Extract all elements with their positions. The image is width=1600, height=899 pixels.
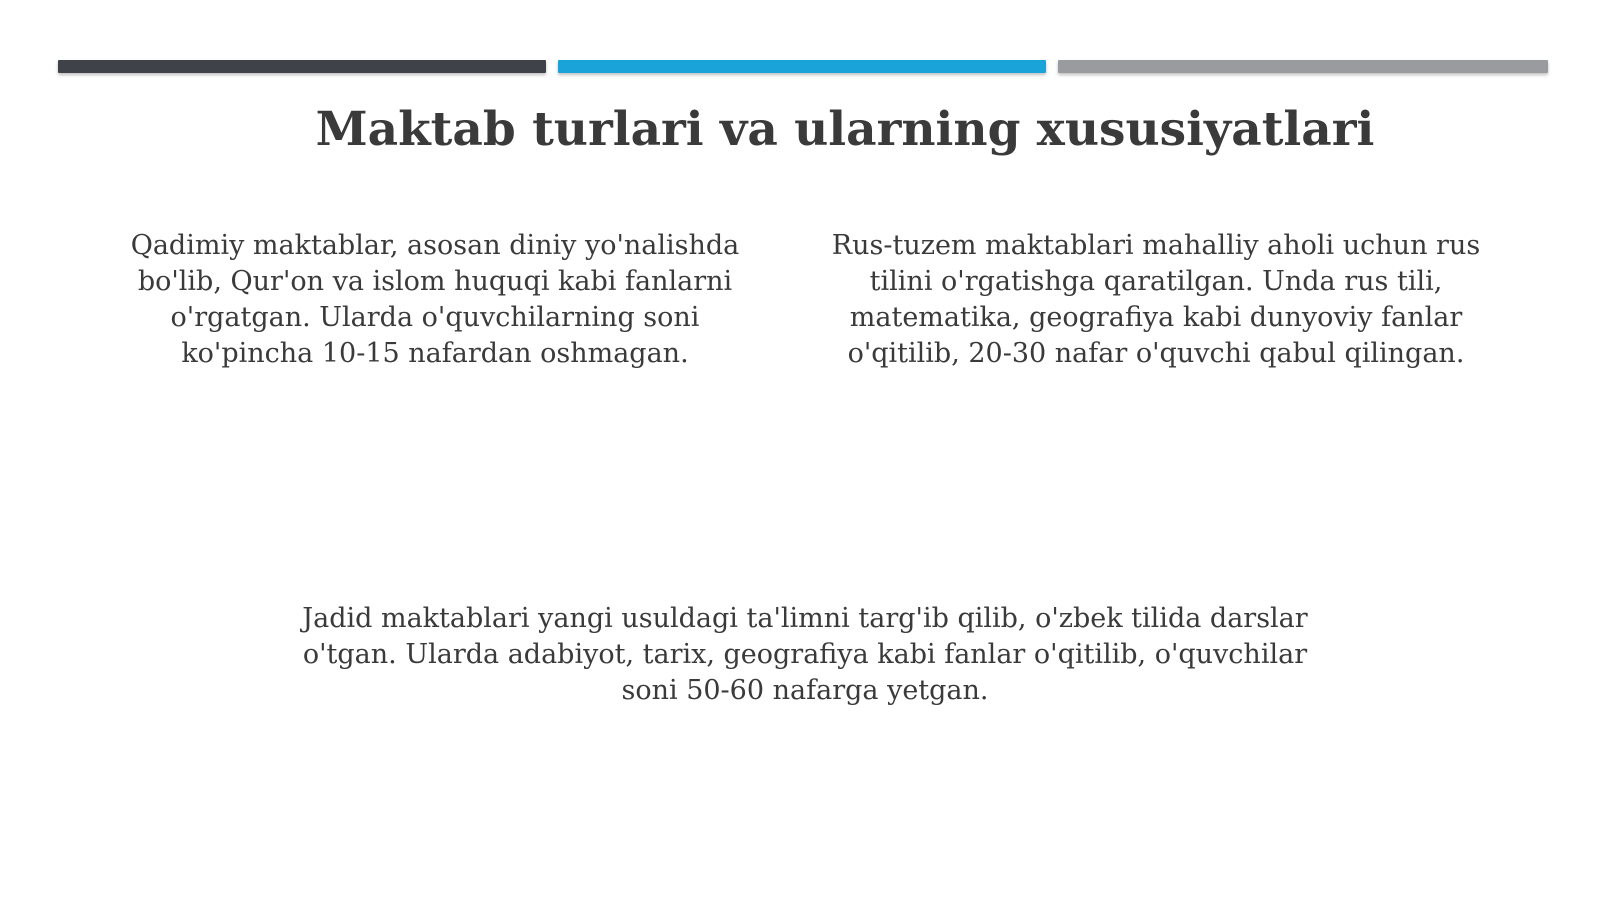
paragraph-old-schools: Qadimiy maktablar, asosan diniy yo'nalishda bo'lib, Qur'on va islom huquqi kabi fanlarni o'rgatgan. Ularda o'quvchilarning soni ko'pincha 10-15 nafardan oshmagan. [130, 230, 740, 369]
header-bar-blue [558, 60, 1046, 73]
paragraph-jadid-schools: Jadid maktablari yangi usuldagi ta'limni targ'ib qilib, o'zbek tilida darslar o'tgan. Ularda adabiyot, tarix, geografiya kabi fanlar o'qitilib, o'quvchilar soni 50-60 nafarga yetgan. [302, 603, 1308, 706]
header-bar-gray [1058, 60, 1548, 73]
paragraph-russian-native-schools: Rus-tuzem maktablari mahalliy aholi uchun rus tilini o'rgatishga qaratilgan. Unda rus tili, matematika, geografiya kabi dunyoviy fanlar o'qitilib, 20-30 nafar o'quvchi qabul qilingan. [831, 230, 1481, 369]
header-bar-dark [58, 60, 546, 73]
slide-title: Maktab turlari va ularning xususiyatlari [315, 102, 1375, 157]
